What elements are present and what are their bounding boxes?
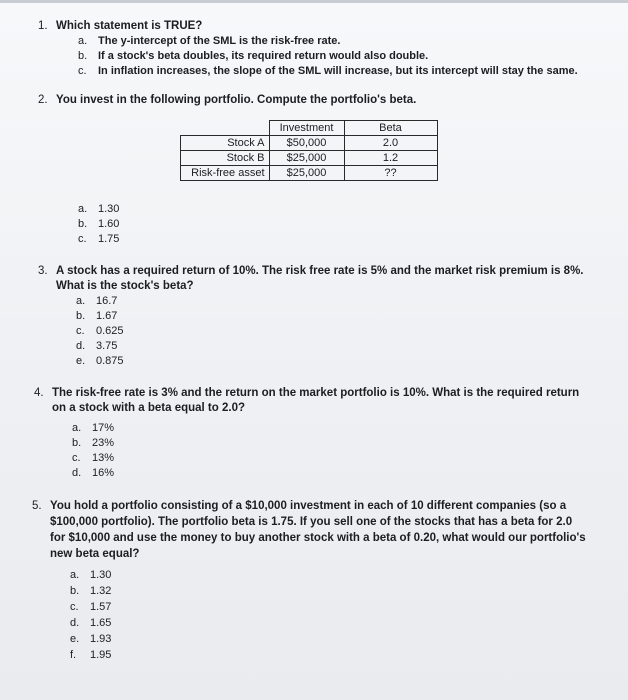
option: a. 1.30	[70, 569, 112, 581]
table-cell: ??	[344, 166, 437, 181]
question-number: 3.	[38, 265, 48, 277]
option: c. 1.57	[70, 601, 112, 613]
question-number: 5.	[32, 500, 42, 512]
option: a. 1.30	[78, 203, 120, 215]
table-cell: 1.2	[344, 151, 437, 166]
option: e. 1.93	[70, 633, 112, 645]
question-3	[38, 264, 618, 296]
option: f. 1.95	[70, 649, 112, 661]
question-stem-line: The risk-free rate is 3% and the return on the market portfolio is 10%. What is the required return	[52, 387, 580, 399]
option: a. The y-intercept of the SML is the risk-free rate.	[78, 35, 341, 47]
option: c. In inflation increases, the slope of the SML will increase, but its intercept will stay the same.	[78, 65, 578, 77]
question-stem: Which statement is TRUE?	[56, 20, 203, 32]
question-5	[32, 499, 622, 563]
question-stem-line: for $10,000 and use the money to buy another stock with a beta of 0.20, what would our portfolio's	[50, 532, 586, 544]
question-number: 4.	[34, 387, 44, 399]
table-cell: $50,000	[269, 136, 344, 151]
table-row	[181, 151, 438, 166]
option: e. 0.875	[76, 355, 124, 367]
question-stem-line: new beta equal?	[50, 548, 140, 560]
option: a. 17%	[72, 422, 115, 434]
option: b. If a stock's beta doubles, its required return would also double.	[78, 50, 429, 62]
option: b. 1.32	[70, 585, 112, 597]
option: a. 16.7	[76, 295, 118, 307]
table-cell: $25,000	[269, 166, 344, 181]
option: c. 13%	[72, 452, 115, 464]
question-3-options	[76, 294, 276, 369]
option: d. 1.65	[70, 617, 112, 629]
option: b. 1.60	[78, 218, 120, 230]
table-row	[181, 166, 438, 181]
table-cell: Stock B	[181, 151, 270, 166]
table-cell: 2.0	[344, 136, 437, 151]
question-2	[38, 93, 618, 109]
table-header-row	[181, 121, 438, 136]
table-header-cell: Investment	[269, 121, 344, 136]
portfolio-table	[180, 120, 438, 181]
question-stem-line: What is the stock's beta?	[56, 280, 194, 292]
table-header-cell	[181, 121, 270, 136]
question-stem-line: You hold a portfolio consisting of a $10,000 investment in each of 10 different companies (so a	[50, 500, 567, 512]
table-cell: $25,000	[269, 151, 344, 166]
option: d. 3.75	[76, 340, 118, 352]
option: c. 0.625	[76, 325, 124, 337]
page-top-border	[0, 0, 628, 3]
question-stem: You invest in the following portfolio. Compute the portfolio's beta.	[56, 94, 417, 106]
question-4-options	[72, 421, 272, 481]
option: c. 1.75	[78, 233, 120, 245]
table-cell: Stock A	[181, 136, 270, 151]
question-number: 2.	[38, 94, 48, 106]
question-5-options	[70, 567, 270, 663]
question-number: 1.	[38, 20, 48, 32]
question-stem-line: A stock has a required return of 10%. The risk free rate is 5% and the market risk premium is 8%.	[56, 265, 584, 277]
table-header-cell: Beta	[344, 121, 437, 136]
table-row	[181, 136, 438, 151]
option: d. 16%	[72, 467, 115, 479]
table-cell: Risk-free asset	[181, 166, 270, 181]
question-1-options	[78, 34, 618, 79]
question-stem-line: $100,000 portfolio). The portfolio beta is 1.75. If you sell one of the stocks that has a beta for 2.0	[50, 516, 573, 528]
option: b. 1.67	[76, 310, 118, 322]
option: b. 23%	[72, 437, 115, 449]
question-4	[34, 386, 618, 418]
question-2-options	[78, 202, 278, 247]
question-stem-line: on a stock with a beta equal to 2.0?	[52, 402, 245, 414]
